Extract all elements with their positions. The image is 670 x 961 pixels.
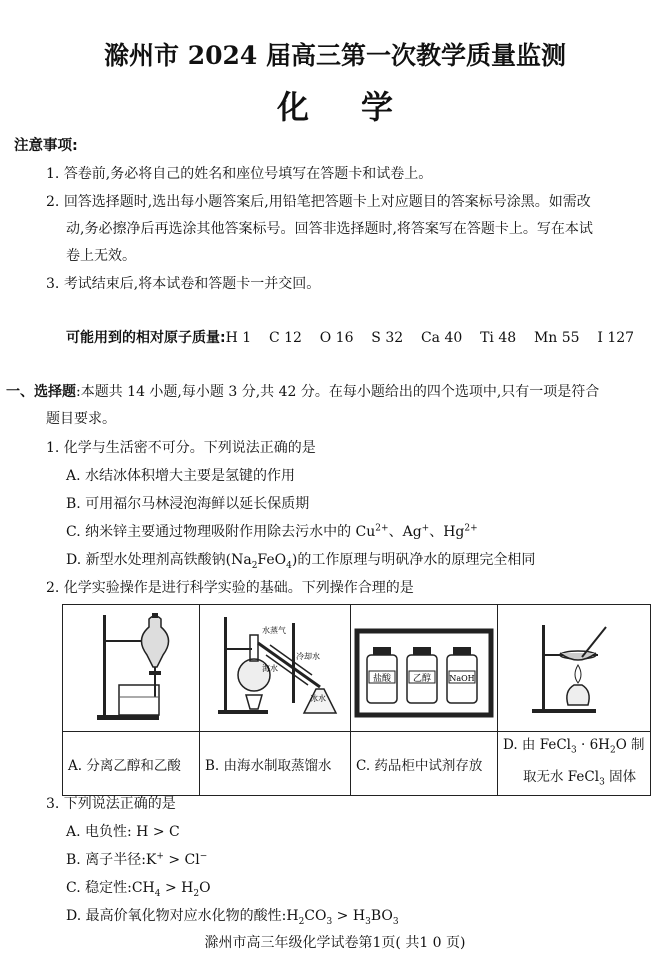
label-water-vapor: 水蒸气 [262, 626, 286, 635]
bottle-label-hydrochloric-acid: 盐酸 [372, 674, 392, 684]
notice-item-2-line3: 卷上无效。 [66, 248, 136, 264]
bottle-label-ethanol: 乙醇 [412, 674, 432, 684]
subject-title: 化学 [276, 88, 445, 126]
q3-option-c: C. 稳定性$:CH_4 > H_2O$ [66, 880, 211, 899]
q1-option-d: D. 新型水处理剂高铁酸钠$(Na_2FeO_4)$的工作原理与明矾净水的原理完全相同 [66, 552, 536, 571]
bottle-label-naoh: NaOH [449, 674, 475, 683]
q2-experiment-table [62, 604, 651, 796]
q1-stem: 1. 化学与生活密不可分。下列说法正确的是 [46, 440, 316, 456]
section-line-2: 题目要求。 [46, 411, 116, 427]
q1-option-c: C. 纳米锌主要通过物理吸附作用除去污水中的 $Cu^{2+}$、Ag+、$Hg^{2+}$ [66, 523, 478, 540]
notice-item-1: 1. 答卷前,务必将自己的姓名和座位号填写在答题卡和试卷上。 [46, 166, 433, 182]
q3-stem: 3. 下列说法正确的是 [46, 796, 176, 812]
q1-option-a: A. 水结冰体积增大主要是氢键的作用 [66, 468, 296, 484]
page-footer: 滁州市高三年级化学试卷第1页( 共1 0 页) [204, 935, 466, 951]
atomic-mass-values: H 1 C 12 O 16 S 32 Ca 40 Ti 48 Mn 55 I 127 [225, 330, 635, 346]
q1-option-b: B. 可用福尔马林浸泡海鲜以延长保质期 [66, 496, 310, 512]
notice-item-2: 2. 回答选择题时,选出每小题答案后,用铅笔把答题卡上对应题目的答案标号涂黑。如需改 [46, 194, 591, 210]
q3-option-d: D. 最高价氧化物对应水化物的酸性$:H_2CO_3 > H_3BO_3$ [66, 908, 399, 927]
q3-option-a: A. 电负性: H > C [66, 824, 180, 840]
label-ice-water: 冰水 [310, 694, 326, 703]
notice-item-2-line2: 动,务必擦净后再选涂其他答案标号。回答非选择题时,将答案写在答题卡上。写在本试 [66, 221, 593, 237]
section-heading: 一、选择题 [6, 384, 76, 400]
atomic-mass-line [66, 327, 634, 347]
apparatus-separatory-funnel [63, 605, 200, 732]
section-line-1: 一、选择题:本题共 14 小题,每小题 3 分,共 42 分。在每小题给出的四个选项中,只有一项是符合 [6, 384, 600, 400]
label-seawater: 海水 [262, 664, 278, 673]
apparatus-distillation [200, 605, 351, 732]
notice-item-3: 3. 考试结束后,将本试卷和答题卡一并交回。 [46, 276, 321, 292]
apparatus-evaporating-dish [498, 605, 651, 732]
q2-option-d: D. 由 FeCl$_3$ · $6H_2O$ 制 取无水 FeCl$_3$ 固体 [498, 732, 651, 796]
exam-title: 滁州市 2024 届高三第一次教学质量监测 [104, 41, 566, 70]
apparatus-reagent-cabinet [351, 605, 498, 732]
atomic-mass-label: 可能用到的相对原子质量: [66, 330, 226, 346]
q2-stem: 2. 化学实验操作是进行科学实验的基础。下列操作合理的是 [46, 580, 414, 596]
q2-option-b: B. 由海水制取蒸馏水 [200, 732, 351, 796]
label-cooling-water: 冷却水 [296, 652, 320, 661]
q3-option-b: B. 离子半径:K+ > Cl− [66, 851, 208, 868]
q2-option-a: A. 分离乙醇和乙酸 [63, 732, 200, 796]
q2-option-c: C. 药品柜中试剂存放 [351, 732, 498, 796]
notice-heading: 注意事项: [14, 138, 78, 154]
